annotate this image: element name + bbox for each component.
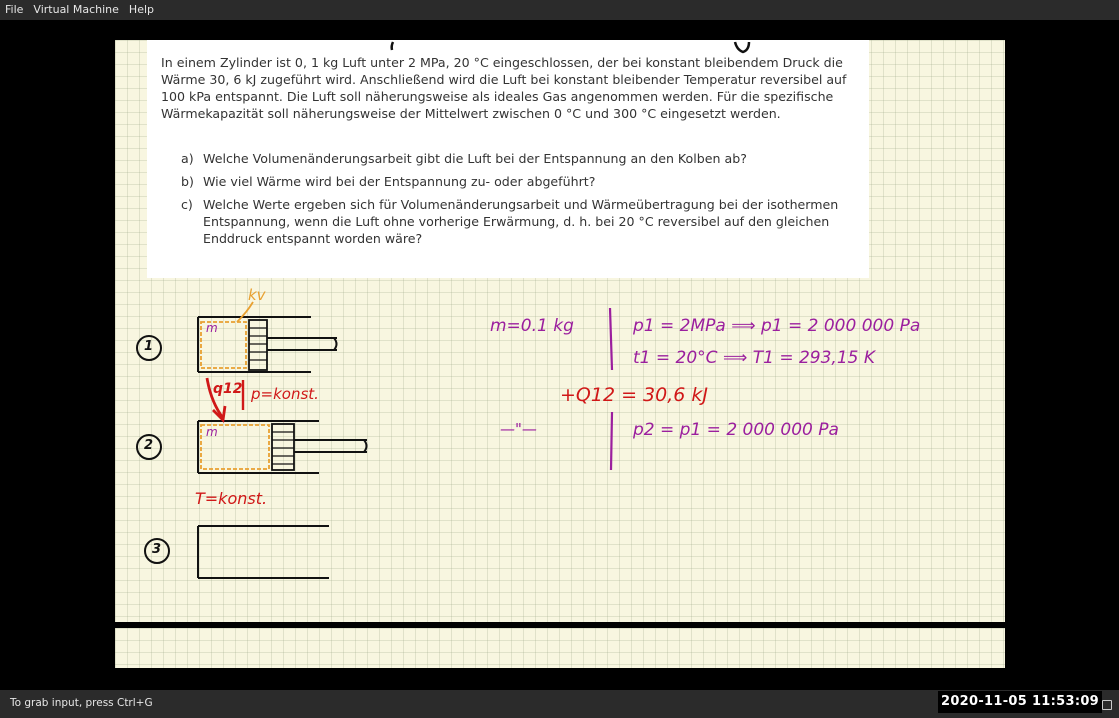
question-letter: c) <box>181 197 193 212</box>
cylinder-1 <box>198 302 337 372</box>
menu-help[interactable]: Help <box>128 3 154 16</box>
clock-display: 2020-11-05 11:53:09 <box>938 691 1102 713</box>
state-2-label: 2 <box>144 438 154 453</box>
question-letter: b) <box>181 174 194 189</box>
state-3-label: 3 <box>152 542 162 557</box>
p2-line: p2 = p1 = 2 000 000 Pa <box>633 420 839 440</box>
mass-value: m=0.1 kg <box>490 316 574 336</box>
tray-icon[interactable] <box>1102 700 1112 710</box>
notebook-page-next[interactable] <box>115 628 1005 668</box>
question-text: Welche Werte ergeben sich für Volumenänderungsarbeit und Wärmeübertragung bei der isothermen Entspannung, wenn die Luft ohne vorherige Erwärmung, d. h. bei 20 °C reversibel auf den gleichen Enddruck entspannt worden wäre? <box>203 197 839 246</box>
menubar <box>0 0 1119 20</box>
q12-label: q12 <box>213 381 243 397</box>
mass-label-1: m <box>206 321 218 335</box>
state-1-label: 1 <box>144 339 154 354</box>
task-intro: In einem Zylinder ist 0, 1 kg Luft unter 2 MPa, 20 °C eingeschlossen, der bei konstant bleibendem Druck die Wärme 30, 6 kJ zugeführt wird. Anschließend wird die Luft bei konstant bleibender Temperatur reversibel auf 100 kPa entspannt. Die Luft soll näherungsweise als ideales Gas angenommen werden. Für die spezifische Wärmekapazität soll näherungsweise der Mittelwert zwischen 0 °C und 300 °C eingesetzt werden. <box>161 55 847 121</box>
t-const-label: T=konst. <box>195 489 268 508</box>
p-const-label: p=konst. <box>251 385 319 403</box>
q12-value: +Q12 = 30,6 kJ <box>560 384 709 406</box>
question-text: Wie viel Wärme wird bei der Entspannung zu- oder abgeführt? <box>203 174 596 189</box>
t1-line: t1 = 20°C ⟹ T1 = 293,15 K <box>633 348 876 368</box>
menu-file[interactable]: File <box>5 3 24 16</box>
notebook-page[interactable] <box>115 40 1005 622</box>
cylinder-3 <box>198 526 329 578</box>
p1-line: p1 = 2MPa ⟹ p1 = 2 000 000 Pa <box>633 316 921 336</box>
menu-virtual-machine[interactable]: Virtual Machine <box>33 3 119 16</box>
question-letter: a) <box>181 151 194 166</box>
ditto-mark: —"— <box>500 420 537 438</box>
grab-input-hint: To grab input, press Ctrl+G <box>10 697 153 709</box>
kv-label: kv <box>248 286 266 304</box>
mass-label-2: m <box>206 425 218 439</box>
question-text: Welche Volumenänderungsarbeit gibt die Luft bei der Entspannung an den Kolben ab? <box>203 151 747 166</box>
cylinder-2 <box>198 421 367 473</box>
